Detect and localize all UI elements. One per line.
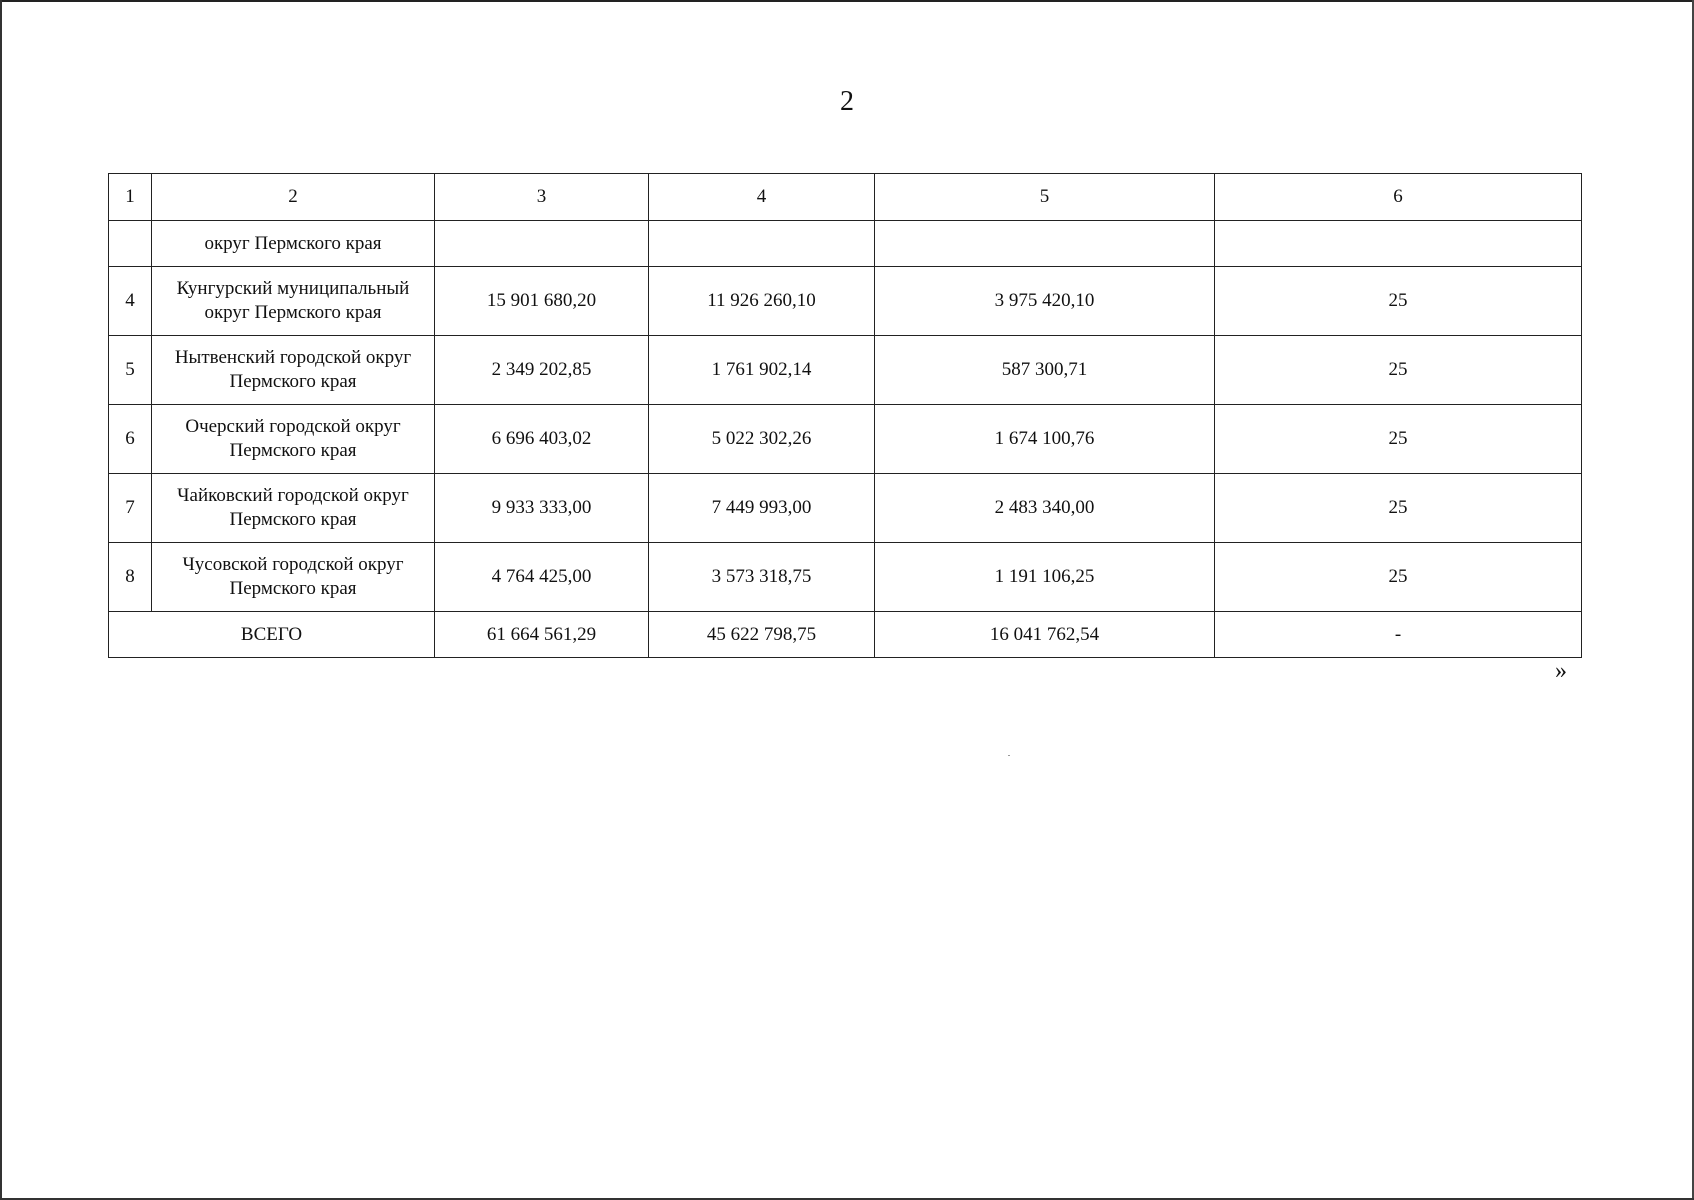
municipality-name-cell (152, 543, 435, 612)
table-row (109, 405, 1582, 474)
scan-speck (1008, 755, 1010, 756)
value-cell: 5 022 302,26 (649, 405, 875, 474)
name-line: Пермского края (229, 578, 357, 599)
municipality-name-cell: округ Пермского края (152, 221, 435, 267)
value-cell: 6 696 403,02 (435, 405, 649, 474)
row-number-cell: 4 (109, 267, 152, 336)
header-cell: 3 (435, 174, 649, 221)
total-value-cell: 45 622 798,75 (649, 612, 875, 658)
municipality-name-cell (152, 267, 435, 336)
closing-quote: » (1555, 658, 1567, 684)
table-header-row (109, 174, 1582, 221)
table-row (109, 474, 1582, 543)
value-cell: 9 933 333,00 (435, 474, 649, 543)
table-row (109, 543, 1582, 612)
table-row-continuation (109, 221, 1582, 267)
header-cell: 4 (649, 174, 875, 221)
value-cell: 2 349 202,85 (435, 336, 649, 405)
value-cell: 1 191 106,25 (875, 543, 1215, 612)
value-cell: 3 573 318,75 (649, 543, 875, 612)
header-cell: 6 (1215, 174, 1582, 221)
total-label-cell: ВСЕГО (109, 612, 435, 658)
name-line: Очерский городской округ (185, 416, 401, 437)
value-cell: 25 (1215, 336, 1582, 405)
header-cell: 5 (875, 174, 1215, 221)
municipality-name-cell (152, 336, 435, 405)
table-total-row (109, 612, 1582, 658)
row-number-cell (109, 221, 152, 267)
total-value-cell: - (1215, 612, 1582, 658)
header-cell: 2 (152, 174, 435, 221)
scan-edge-left (0, 0, 2, 1200)
row-number-cell: 8 (109, 543, 152, 612)
name-line: Пермского края (229, 371, 357, 392)
name-line: Чайковский городской округ (177, 485, 409, 506)
municipality-name-cell (152, 405, 435, 474)
municipality-name-cell (152, 474, 435, 543)
header-cell: 1 (109, 174, 152, 221)
name-line: округ Пермского края (204, 302, 382, 323)
value-cell (435, 221, 649, 267)
value-cell: 15 901 680,20 (435, 267, 649, 336)
value-cell: 25 (1215, 267, 1582, 336)
value-cell (875, 221, 1215, 267)
value-cell (1215, 221, 1582, 267)
row-number-cell: 7 (109, 474, 152, 543)
value-cell (649, 221, 875, 267)
value-cell: 1 761 902,14 (649, 336, 875, 405)
value-cell: 25 (1215, 405, 1582, 474)
name-line: Чусовской городской округ (182, 554, 404, 575)
value-cell: 25 (1215, 474, 1582, 543)
row-number-cell: 6 (109, 405, 152, 474)
name-line: Пермского края (229, 440, 357, 461)
value-cell: 2 483 340,00 (875, 474, 1215, 543)
subsidy-table (108, 173, 1582, 658)
table-row (109, 336, 1582, 405)
scan-edge-top (0, 0, 1694, 2)
total-value-cell: 61 664 561,29 (435, 612, 649, 658)
name-line: Пермского края (229, 509, 357, 530)
value-cell: 3 975 420,10 (875, 267, 1215, 336)
value-cell: 25 (1215, 543, 1582, 612)
value-cell: 7 449 993,00 (649, 474, 875, 543)
total-value-cell: 16 041 762,54 (875, 612, 1215, 658)
name-line: Кунгурский муниципальный (176, 278, 410, 299)
value-cell: 587 300,71 (875, 336, 1215, 405)
value-cell: 4 764 425,00 (435, 543, 649, 612)
page-number: 2 (840, 86, 854, 117)
row-number-cell: 5 (109, 336, 152, 405)
table-row (109, 267, 1582, 336)
name-line: Нытвенский городской округ (174, 347, 412, 368)
value-cell: 1 674 100,76 (875, 405, 1215, 474)
value-cell: 11 926 260,10 (649, 267, 875, 336)
